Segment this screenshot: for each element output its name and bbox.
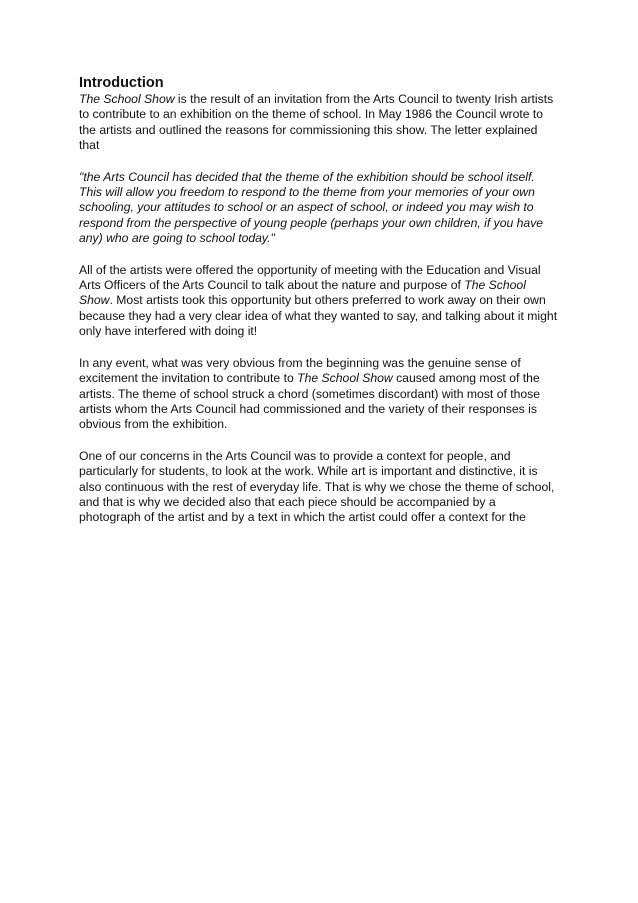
show-title: The School Show xyxy=(79,278,526,308)
artists-paragraph-before: All of the artists were offered the opportunity of meeting with the Education and Visual Arts Officers of the Arts Council to talk about the nature and purpose of xyxy=(79,262,541,293)
artists-paragraph-after: . Most artists took this opportunity but others preferred to work away on their own because they had a very clear idea of what they wanted to say, and talking about it might only have interfered with doing it! xyxy=(79,293,558,339)
show-title: The School Show xyxy=(79,92,175,106)
excitement-paragraph xyxy=(79,356,559,433)
intro-paragraph xyxy=(79,92,559,154)
excitement-paragraph-before: In any event, what was very obvious from the beginning was the genuine sense of excitement the invitation to contribute to xyxy=(79,355,521,386)
excitement-paragraph-after: caused among most of the artists. The theme of school struck a chord (sometimes discordant) with most of those artists whom the Arts Council had commissioned and the variety of their responses is obvious from the exhibition. xyxy=(79,371,541,432)
intro-paragraph-text: is the result of an invitation from the Arts Council to twenty Irish artists to contribute to an exhibition on the theme of school. In May 1986 the Council wrote to the artists and outlined the reasons for commissioning this show. The letter explained that xyxy=(79,92,554,153)
document-page xyxy=(79,75,559,542)
council-letter-quote: "the Arts Council has decided that the theme of the exhibition should be school itself. This will allow you freedom to respond to the theme from your memories of your own schooling, your attitudes to school or an aspect of school, or indeed you may wish to respond from the perspective of young people (perhaps your own children, if you have any) who are going to school today." xyxy=(79,169,544,246)
section-heading: Introduction xyxy=(79,75,164,91)
artists-paragraph xyxy=(79,263,559,340)
context-paragraph: One of our concerns in the Arts Council was to provide a context for people, and particularly for students, to look at the work. While art is important and distinctive, it is also continuous with the rest of everyday life. That is why we chose the theme of school, and that is why we decided also that each piece should be accompanied by a photograph of the artist and by a text in which the artist could offer a context for the xyxy=(79,448,555,525)
show-title: The School Show xyxy=(297,371,393,386)
